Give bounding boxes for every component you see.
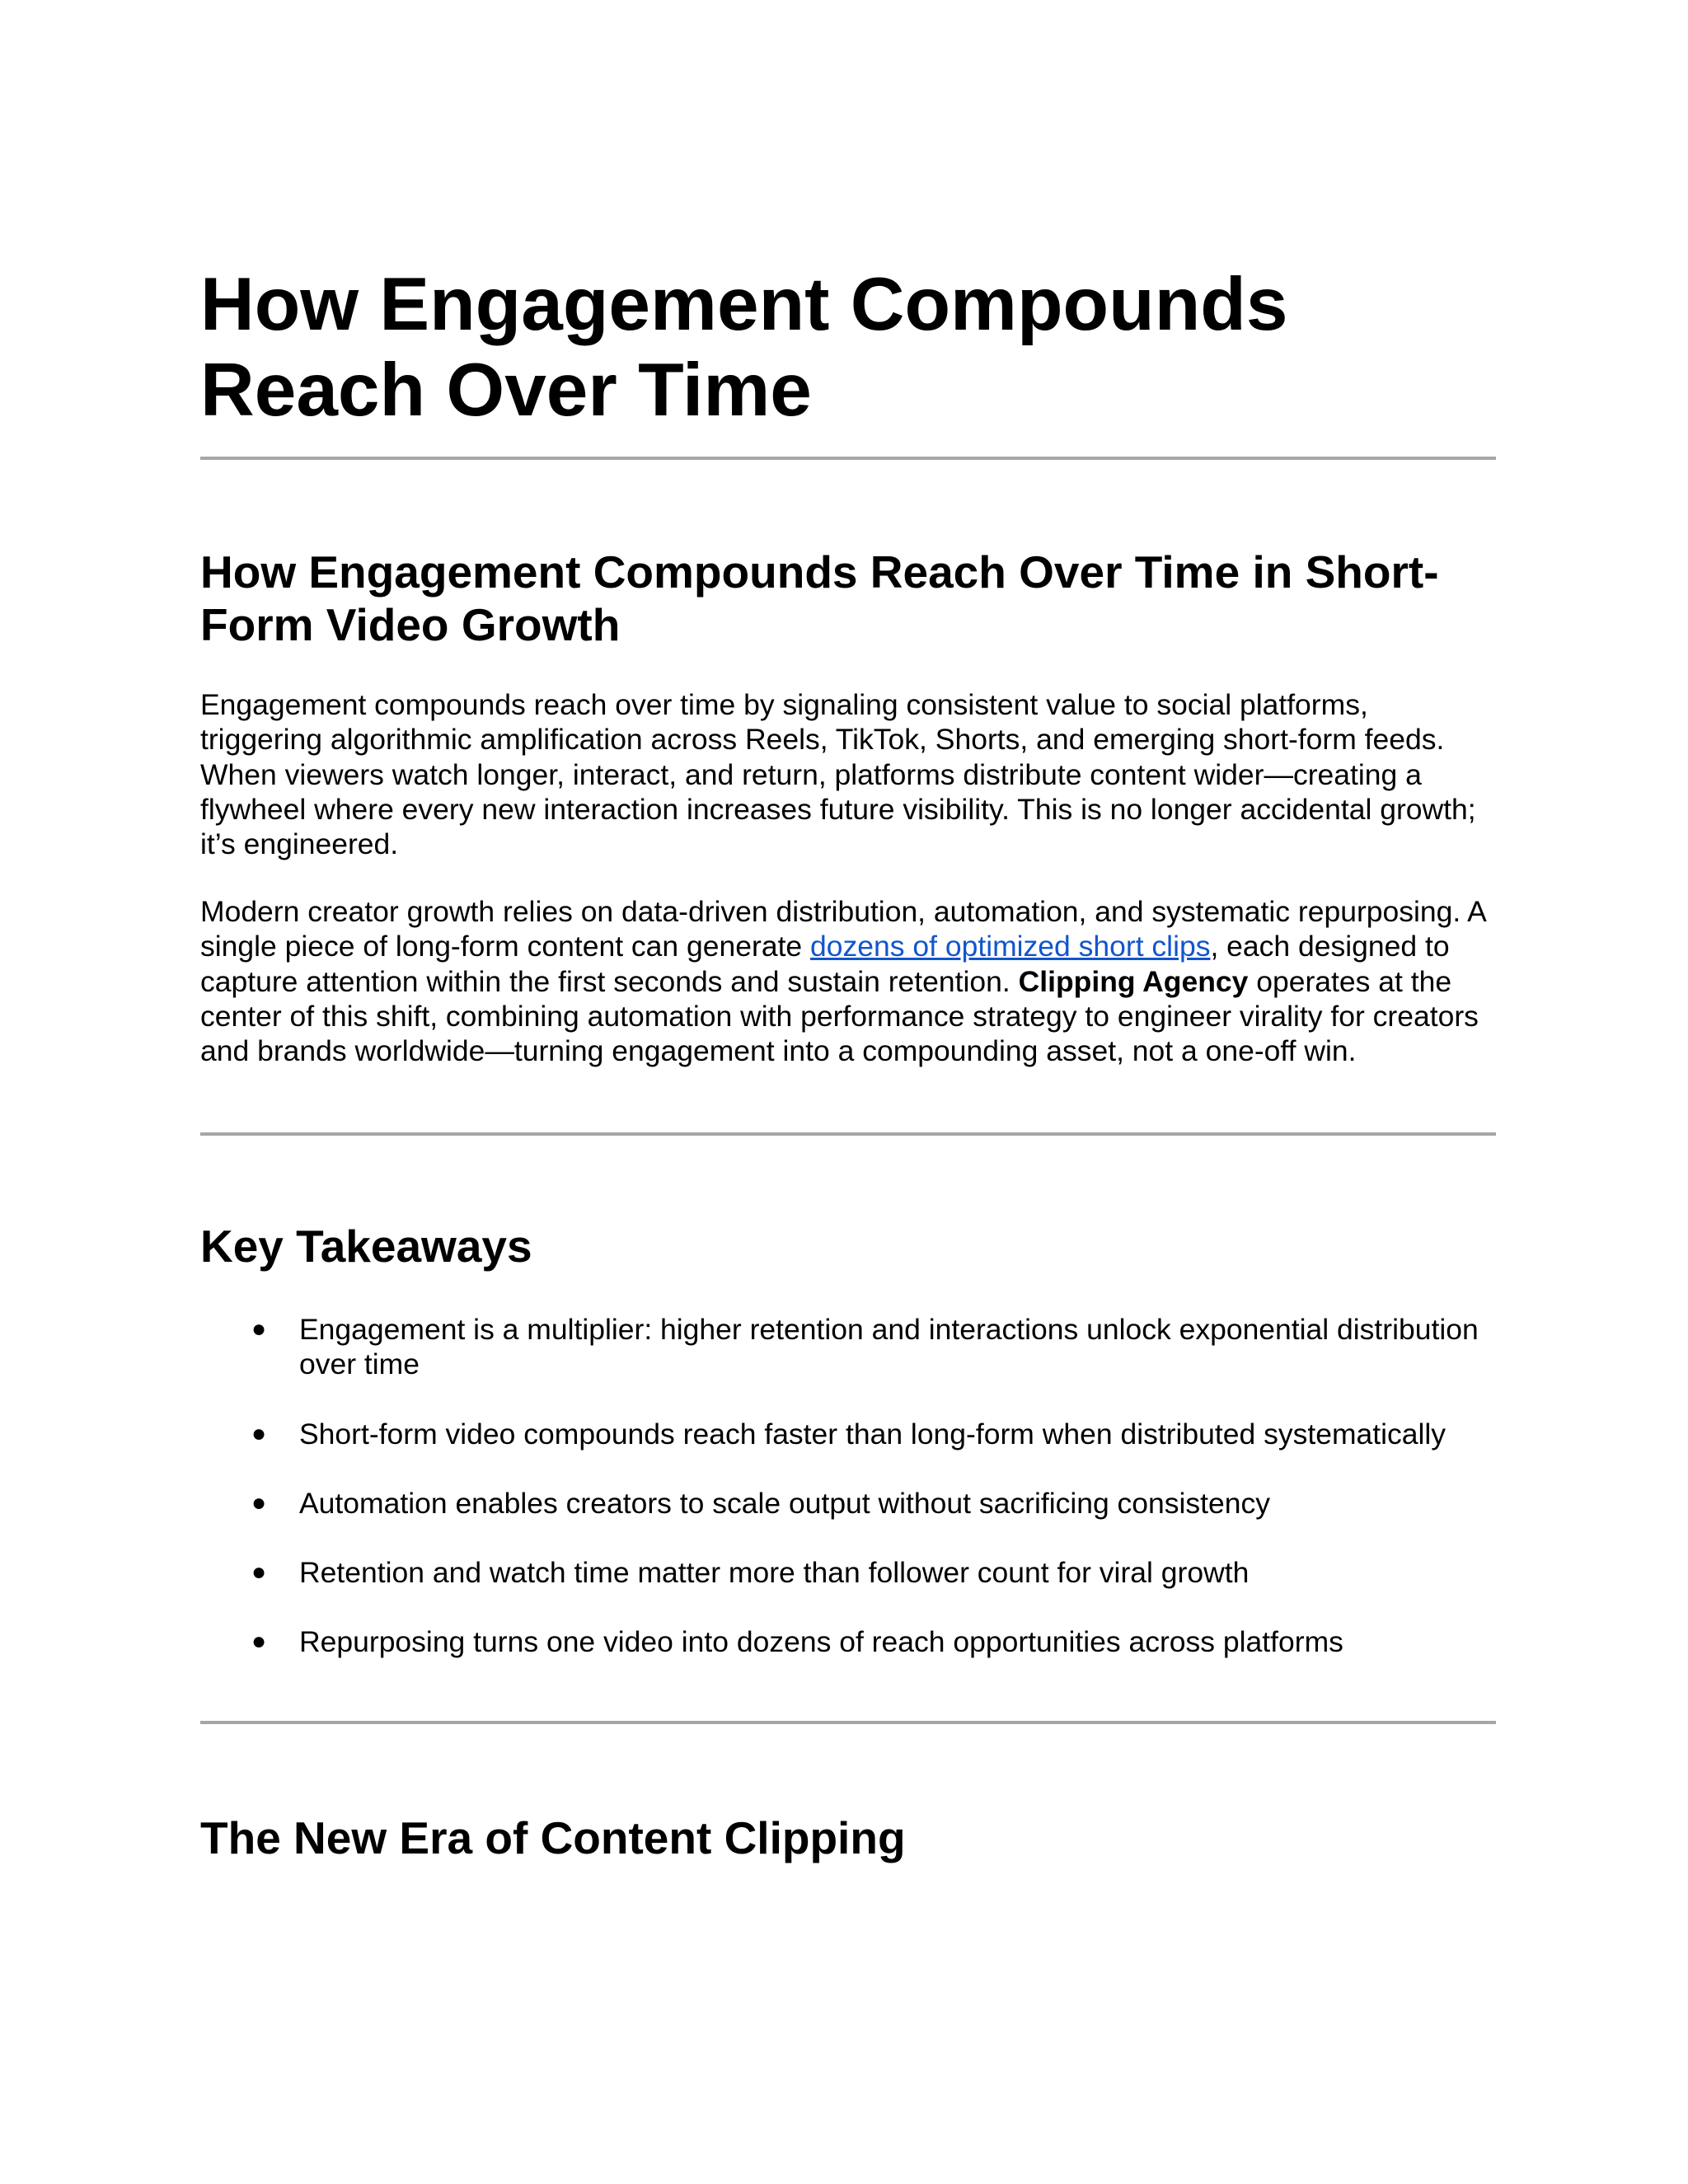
bullet-icon: ● <box>251 1628 267 1656</box>
clipping-agency-bold: Clipping Agency <box>1018 964 1249 998</box>
optimized-clips-link[interactable]: dozens of optimized short clips <box>810 930 1211 963</box>
divider-rule <box>200 1132 1496 1136</box>
growth-paragraph-text-3: operates at the center of this shift, combining automation with performance strategy to engineer virality for creators and brands worldwide—turning engagement into a compounding asset, not a one-off win. <box>200 964 1479 1068</box>
key-takeaways-heading: Key Takeaways <box>200 1221 532 1272</box>
list-item-text: Engagement is a multiplier: higher retention and interactions unlock exponential distribution over time <box>299 1313 1479 1381</box>
growth-paragraph <box>200 894 1496 1068</box>
bullet-icon: ● <box>251 1315 267 1343</box>
list-item <box>200 1417 1496 1451</box>
key-takeaways-list <box>200 1312 1496 1694</box>
list-item-text: Retention and watch time matter more than follower count for viral growth <box>299 1556 1250 1590</box>
growth-paragraph-text-2: , each designed to capture attention within the first seconds and sustain retention. <box>200 930 1450 998</box>
list-item <box>200 1624 1496 1659</box>
list-item-text: Automation enables creators to scale output without sacrificing consistency <box>299 1486 1271 1520</box>
growth-paragraph-text: Modern creator growth relies on data-driven distribution, automation, and systematic repurposing. A single piece of long-form content can generate <box>200 895 1485 963</box>
intro-paragraph: Engagement compounds reach over time by signaling consistent value to social platforms, triggering algorithmic amplification across Reels, TikTok, Shorts, and emerging short-form feeds. When viewers watch longer, interact, and return, platforms distribute content wider—creating a flywheel where every new interaction increases future visibility. This is no longer accidental growth; it’s engineered. <box>200 688 1476 861</box>
divider-rule <box>200 457 1496 460</box>
list-item <box>200 1486 1496 1521</box>
list-item <box>200 1555 1496 1590</box>
list-item <box>200 1312 1496 1382</box>
list-item-text: Repurposing turns one video into dozens of reach opportunities across platforms <box>299 1625 1343 1659</box>
list-item-text: Short-form video compounds reach faster than long-form when distributed systematically <box>299 1417 1447 1451</box>
document-title: How Engagement Compounds Reach Over Time <box>200 263 1288 432</box>
divider-rule <box>200 1721 1496 1724</box>
section-heading-growth: How Engagement Compounds Reach Over Time in Short-Form Video Growth <box>200 546 1439 650</box>
section-heading-clipping-era: The New Era of Content Clipping <box>200 1812 906 1863</box>
bullet-icon: ● <box>251 1558 267 1586</box>
bullet-icon: ● <box>251 1488 267 1516</box>
bullet-icon: ● <box>251 1419 267 1447</box>
